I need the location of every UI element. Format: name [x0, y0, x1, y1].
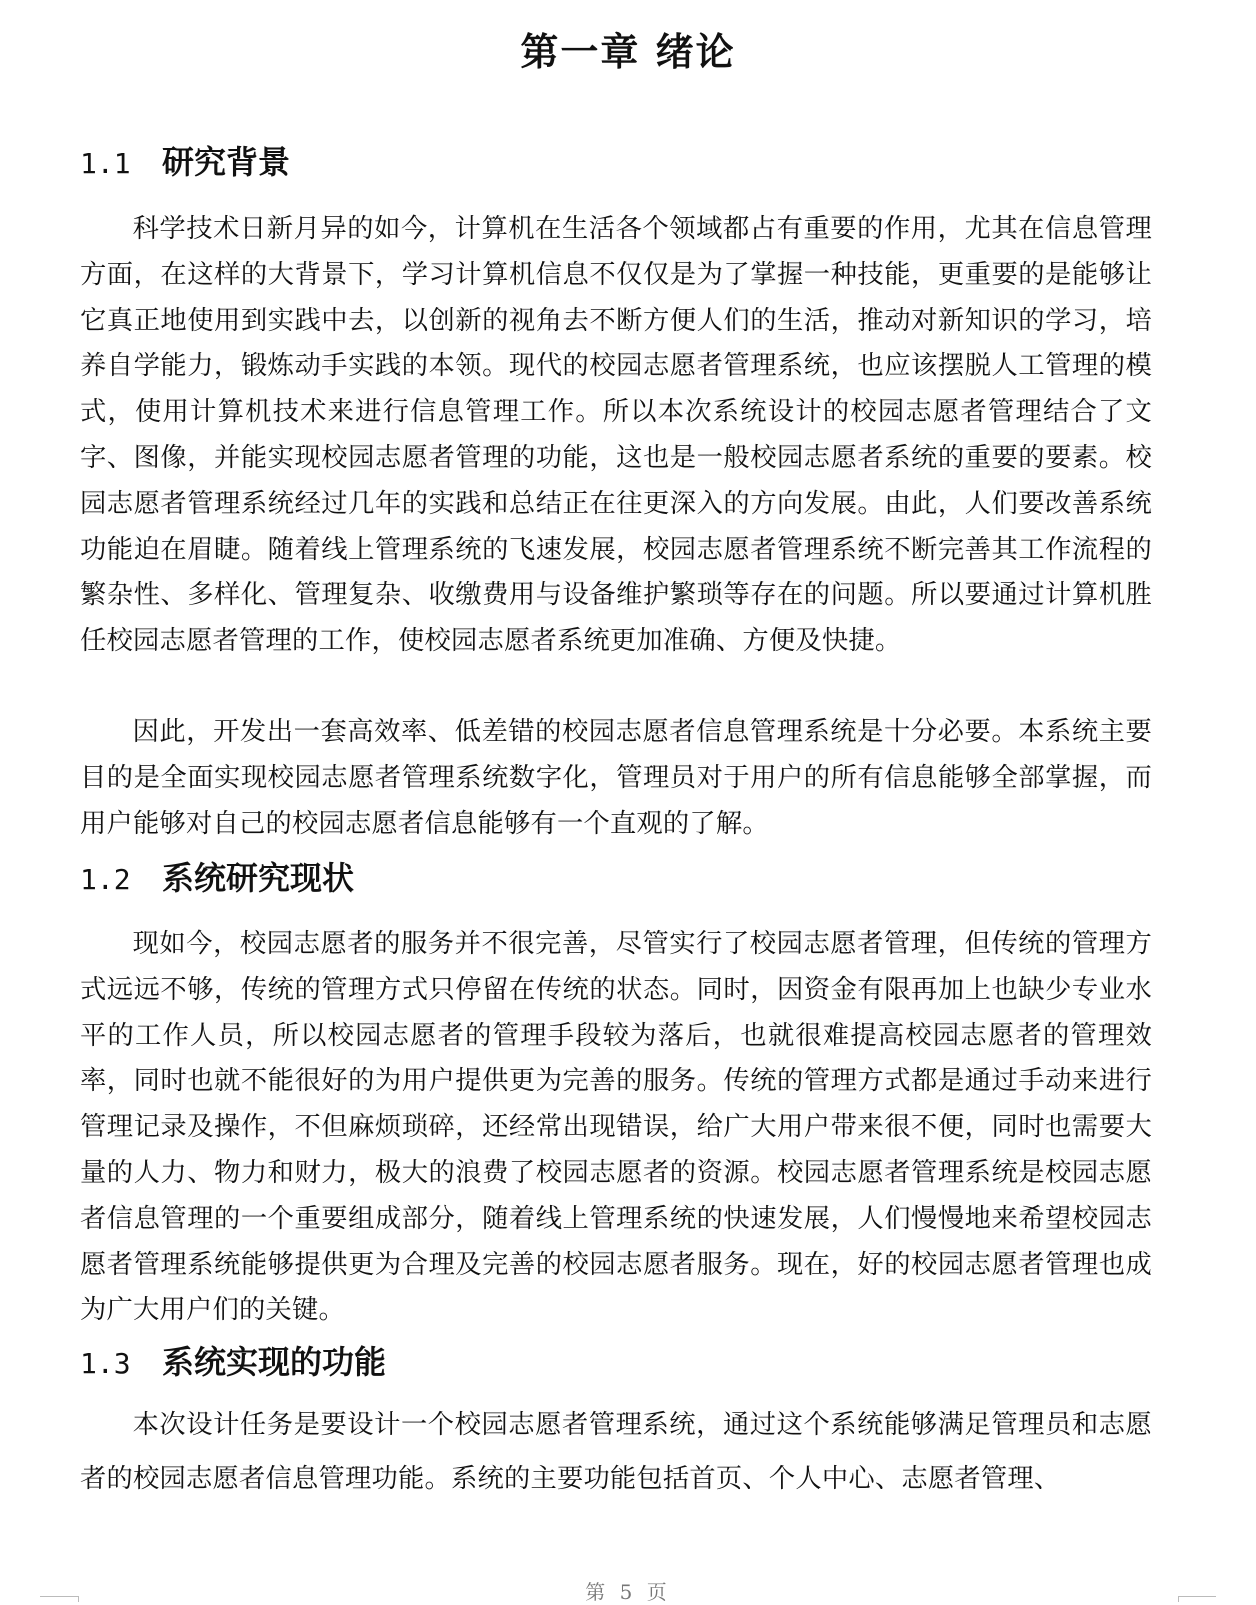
section-heading-1-2	[80, 856, 354, 902]
paragraph-1-1-a: 科学技术日新月异的如今，计算机在生活各个领域都占有重要的作用，尤其在信息管理方面，在这样的大背景下，学习计算机信息不仅仅是为了掌握一种技能，更重要的是能够让它真正地使用到实践中去，以创新的视角去不断方便人们的生活，推动对新知识的学习，培养自学能力，锻炼动手实践的本领。现代的校园志愿者管理系统，也应该摆脱人工管理的模式，使用计算机技术来进行信息管理工作。所以本次系统设计的校园志愿者管理结合了文字、图像，并能实现校园志愿者管理的功能，这也是一般校园志愿者系统的重要的要素。校园志愿者管理系统经过几年的实践和总结正在往更深入的方向发展。由此，人们要改善系统功能迫在眉睫。随着线上管理系统的飞速发展，校园志愿者管理系统不断完善其工作流程的繁杂性、多样化、管理复杂、收缴费用与设备维护繁琐等存在的问题。所以要通过计算机胜任校园志愿者管理的工作，使校园志愿者系统更加准确、方便及快捷。	[80, 214, 1152, 657]
section-number: 1.1	[80, 147, 131, 180]
section-number: 1.2	[80, 863, 131, 896]
section-title: 系统研究现状	[162, 859, 355, 897]
paragraph-1-2-a: 现如今，校园志愿者的服务并不很完善，尽管实行了校园志愿者管理，但传统的管理方式远远不够，传统的管理方式只停留在传统的状态。同时，因资金有限再加上也缺少专业水平的工作人员，所以校园志愿者的管理手段较为落后，也就很难提高校园志愿者的管理效率，同时也就不能很好的为用户提供更为完善的服务。传统的管理方式都是通过手动来进行管理记录及操作，不但麻烦琐碎，还经常出现错误，给广大用户带来很不便，同时也需要大量的人力、物力和财力，极大的浪费了校园志愿者的资源。校园志愿者管理系统是校园志愿者信息管理的一个重要组成部分，随着线上管理系统的快速发展，人们慢慢地来希望校园志愿者管理系统能够提供更为合理及完善的校园志愿者服务。现在，好的校园志愿者管理也成为广大用户们的关键。	[80, 929, 1152, 1326]
section-title: 系统实现的功能	[162, 1343, 387, 1381]
section-title: 研究背景	[162, 143, 291, 181]
section-heading-1-3	[80, 1340, 386, 1386]
page-corner-tick-left	[78, 1596, 79, 1602]
section-heading-1-1	[80, 140, 290, 186]
paragraph-1-1-b: 因此，开发出一套高效率、低差错的校园志愿者信息管理系统是十分必要。本系统主要目的是全面实现校园志愿者管理系统数字化，管理员对于用户的所有信息能够全部掌握，而用户能够对自己的校园志愿者信息能够有一个直观的了解。	[80, 717, 1152, 839]
chapter-title: 第一章 绪论	[520, 30, 736, 74]
paragraph-1-3-a: 本次设计任务是要设计一个校园志愿者管理系统，通过这个系统能够满足管理员和志愿者的校园志愿者信息管理功能。系统的主要功能包括首页、个人中心、志愿者管理、	[80, 1410, 1152, 1494]
section-number: 1.3	[80, 1347, 131, 1380]
page-number: 第 5 页	[585, 1580, 671, 1604]
page-corner-tick-right	[1178, 1596, 1179, 1602]
page-corner-mark-left	[40, 1596, 78, 1597]
page-corner-mark-right	[1178, 1596, 1216, 1597]
